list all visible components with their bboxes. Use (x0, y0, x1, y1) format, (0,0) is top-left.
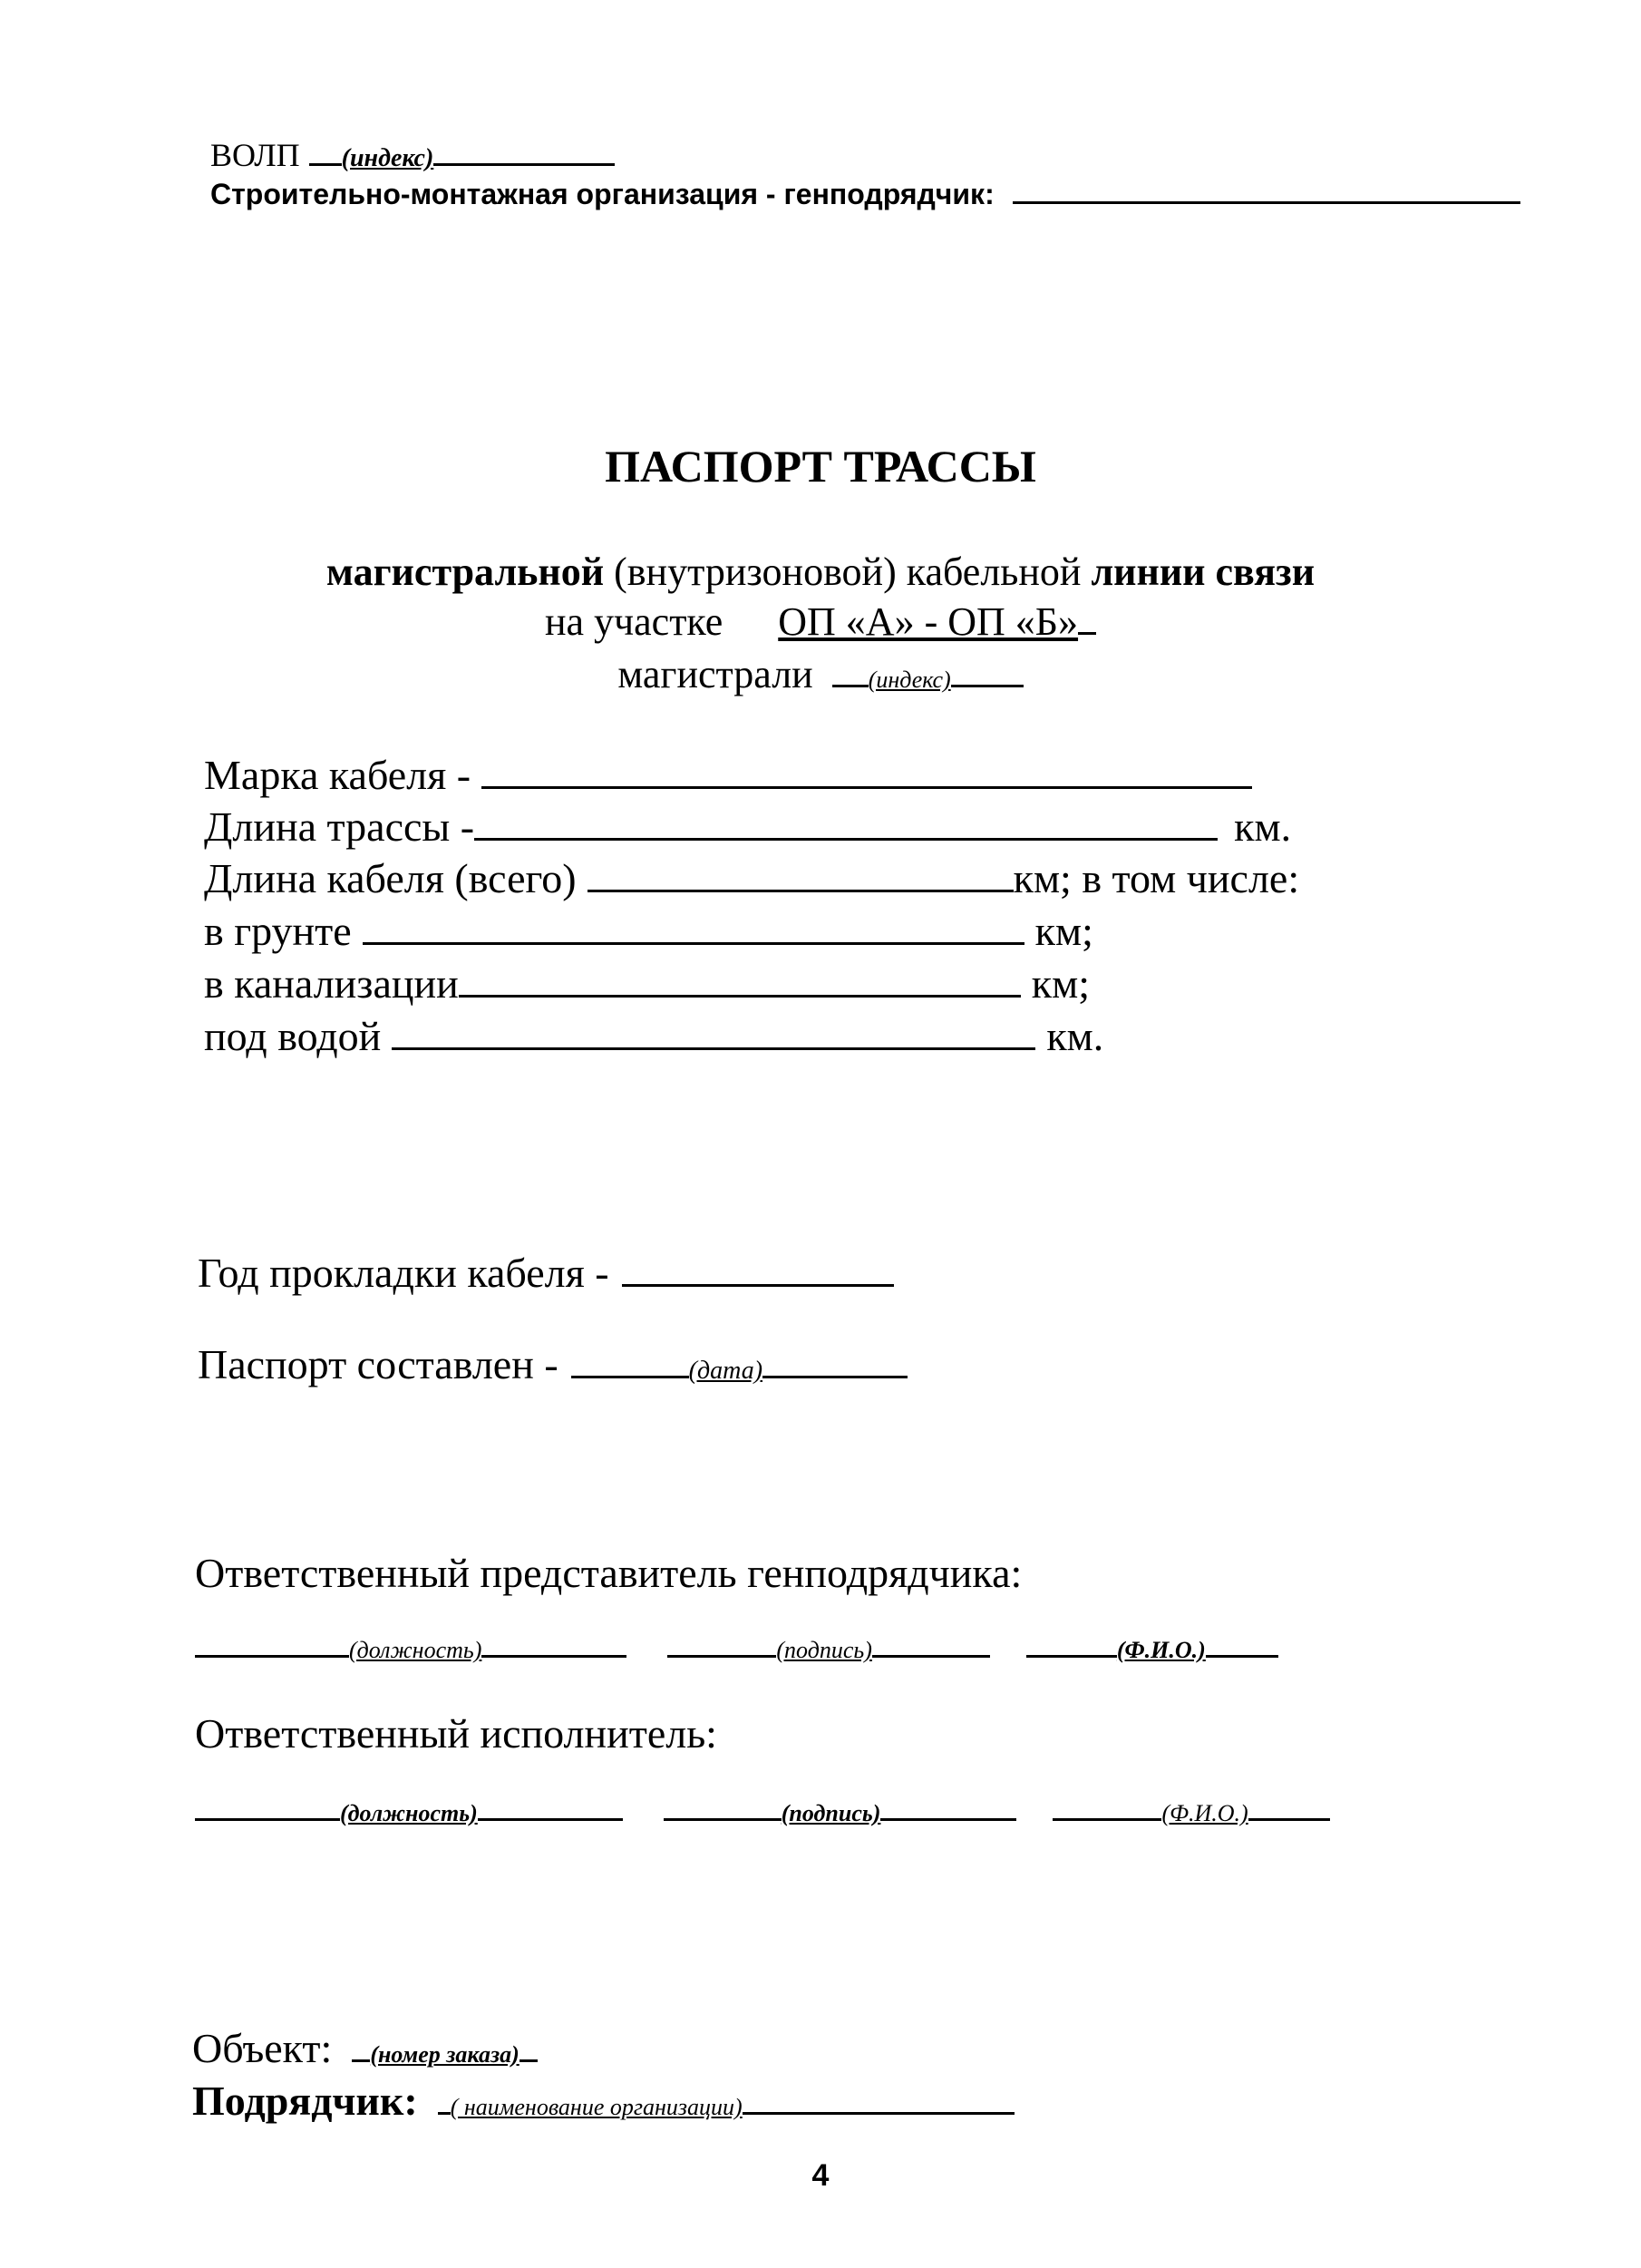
name-hint: (Ф.И.О.) (1116, 1637, 1206, 1663)
in-ground-unit: км; (1034, 908, 1093, 954)
in-ground-blank (363, 941, 1024, 945)
blank-line (195, 1654, 349, 1658)
org-label: Строительно-монтажная организация - генподрядчик: (210, 178, 995, 210)
blank-line (571, 1375, 689, 1378)
blank-line (1248, 1817, 1330, 1821)
composed-date-hint: (дата) (688, 1357, 763, 1385)
signature-hint: (подпись) (776, 1637, 872, 1663)
blank-line (667, 1654, 776, 1658)
under-water-label: под водой (204, 1013, 382, 1059)
blank-line (438, 2111, 451, 2115)
blank-line (309, 162, 342, 166)
field-route-length (204, 803, 1291, 851)
in-ground-label: в грунте (204, 908, 352, 954)
under-water-unit: км. (1046, 1013, 1104, 1059)
org-blank (1013, 200, 1520, 204)
field-in-ground (204, 907, 1093, 955)
in-duct-label: в канализации (204, 960, 459, 1007)
subtitle-bold-b: линии связи (1091, 550, 1316, 594)
blank-line (1026, 1654, 1117, 1658)
route-length-label: Длина трассы - (204, 803, 475, 850)
position-hint: (должность) (349, 1637, 482, 1663)
name-hint: (Ф.И.О.) (1161, 1800, 1248, 1826)
blank-line (1053, 1817, 1161, 1821)
subtitle-regular: (внутризоновой) кабельной (604, 550, 1092, 594)
signature-hint: (подпись) (781, 1800, 881, 1826)
route-length-blank (474, 837, 1218, 841)
in-duct-blank (459, 994, 1021, 998)
in-duct-unit: км; (1031, 960, 1090, 1007)
cable-length-unit: км; в том числе: (1013, 855, 1300, 901)
blank-line (743, 2111, 1015, 2115)
order-number-hint: (номер заказа) (370, 2041, 519, 2068)
executor-label: Ответственный исполнитель: (195, 1710, 717, 1757)
laying-year-label: Год прокладки кабеля - (198, 1250, 609, 1296)
section-prefix: на участке (544, 599, 723, 644)
subtitle-line2 (0, 599, 1641, 645)
field-in-duct (204, 959, 1090, 1007)
trunk-index-hint: (индекс) (868, 667, 951, 693)
field-cable-brand (204, 751, 1252, 799)
executor-signature-line (195, 1800, 1330, 1827)
blank-line (880, 1817, 1016, 1821)
header-org-line (210, 178, 1520, 211)
volp-label: ВОЛП (210, 137, 300, 173)
position-hint: (должность) (340, 1800, 478, 1826)
cable-length-blank (587, 889, 1014, 892)
contractor-line (192, 2077, 1015, 2125)
route-length-unit: км. (1234, 803, 1292, 850)
blank-line (664, 1817, 782, 1821)
header-volp-line (210, 136, 615, 174)
blank-line (519, 2059, 538, 2062)
blank-line (481, 1654, 626, 1658)
composed-label: Паспорт составлен - (198, 1341, 558, 1387)
under-water-blank (392, 1046, 1035, 1050)
section-value: ОП «А» - ОП «Б» (778, 599, 1079, 644)
object-line (192, 2024, 538, 2072)
subtitle-line3 (0, 651, 1641, 697)
trunk-prefix: магистрали (617, 652, 813, 696)
field-laying-year (198, 1249, 894, 1297)
blank-line (762, 1375, 908, 1378)
subtitle-bold-a: магистральной (325, 550, 605, 594)
page-number: 4 (811, 2158, 830, 2193)
contractor-label: Подрядчик: (192, 2078, 418, 2124)
blank-line (872, 1654, 990, 1658)
subtitle-line1 (0, 549, 1641, 595)
cable-length-label: Длина кабеля (всего) (204, 855, 577, 901)
field-composed-date (198, 1340, 908, 1388)
document-title: ПАСПОРТ ТРАССЫ (605, 441, 1036, 492)
field-cable-length (204, 854, 1299, 902)
blank-line (1078, 631, 1096, 635)
blank-line (352, 2059, 370, 2062)
cable-brand-label: Марка кабеля - (204, 752, 471, 798)
blank-line (433, 162, 615, 166)
contractor-rep-signature-line (195, 1637, 1278, 1664)
volp-index-hint: (индекс) (341, 144, 434, 172)
field-under-water (204, 1012, 1103, 1060)
organization-name-hint: ( наименование организации) (450, 2094, 743, 2120)
blank-line (195, 1817, 340, 1821)
blank-line (478, 1817, 623, 1821)
blank-line (951, 684, 1024, 687)
laying-year-blank (622, 1283, 894, 1287)
object-label: Объект: (192, 2025, 333, 2071)
blank-line (1206, 1654, 1278, 1658)
blank-line (832, 684, 869, 687)
contractor-rep-label: Ответственный представитель генподрядчика: (195, 1550, 1023, 1596)
cable-brand-blank (481, 785, 1252, 789)
